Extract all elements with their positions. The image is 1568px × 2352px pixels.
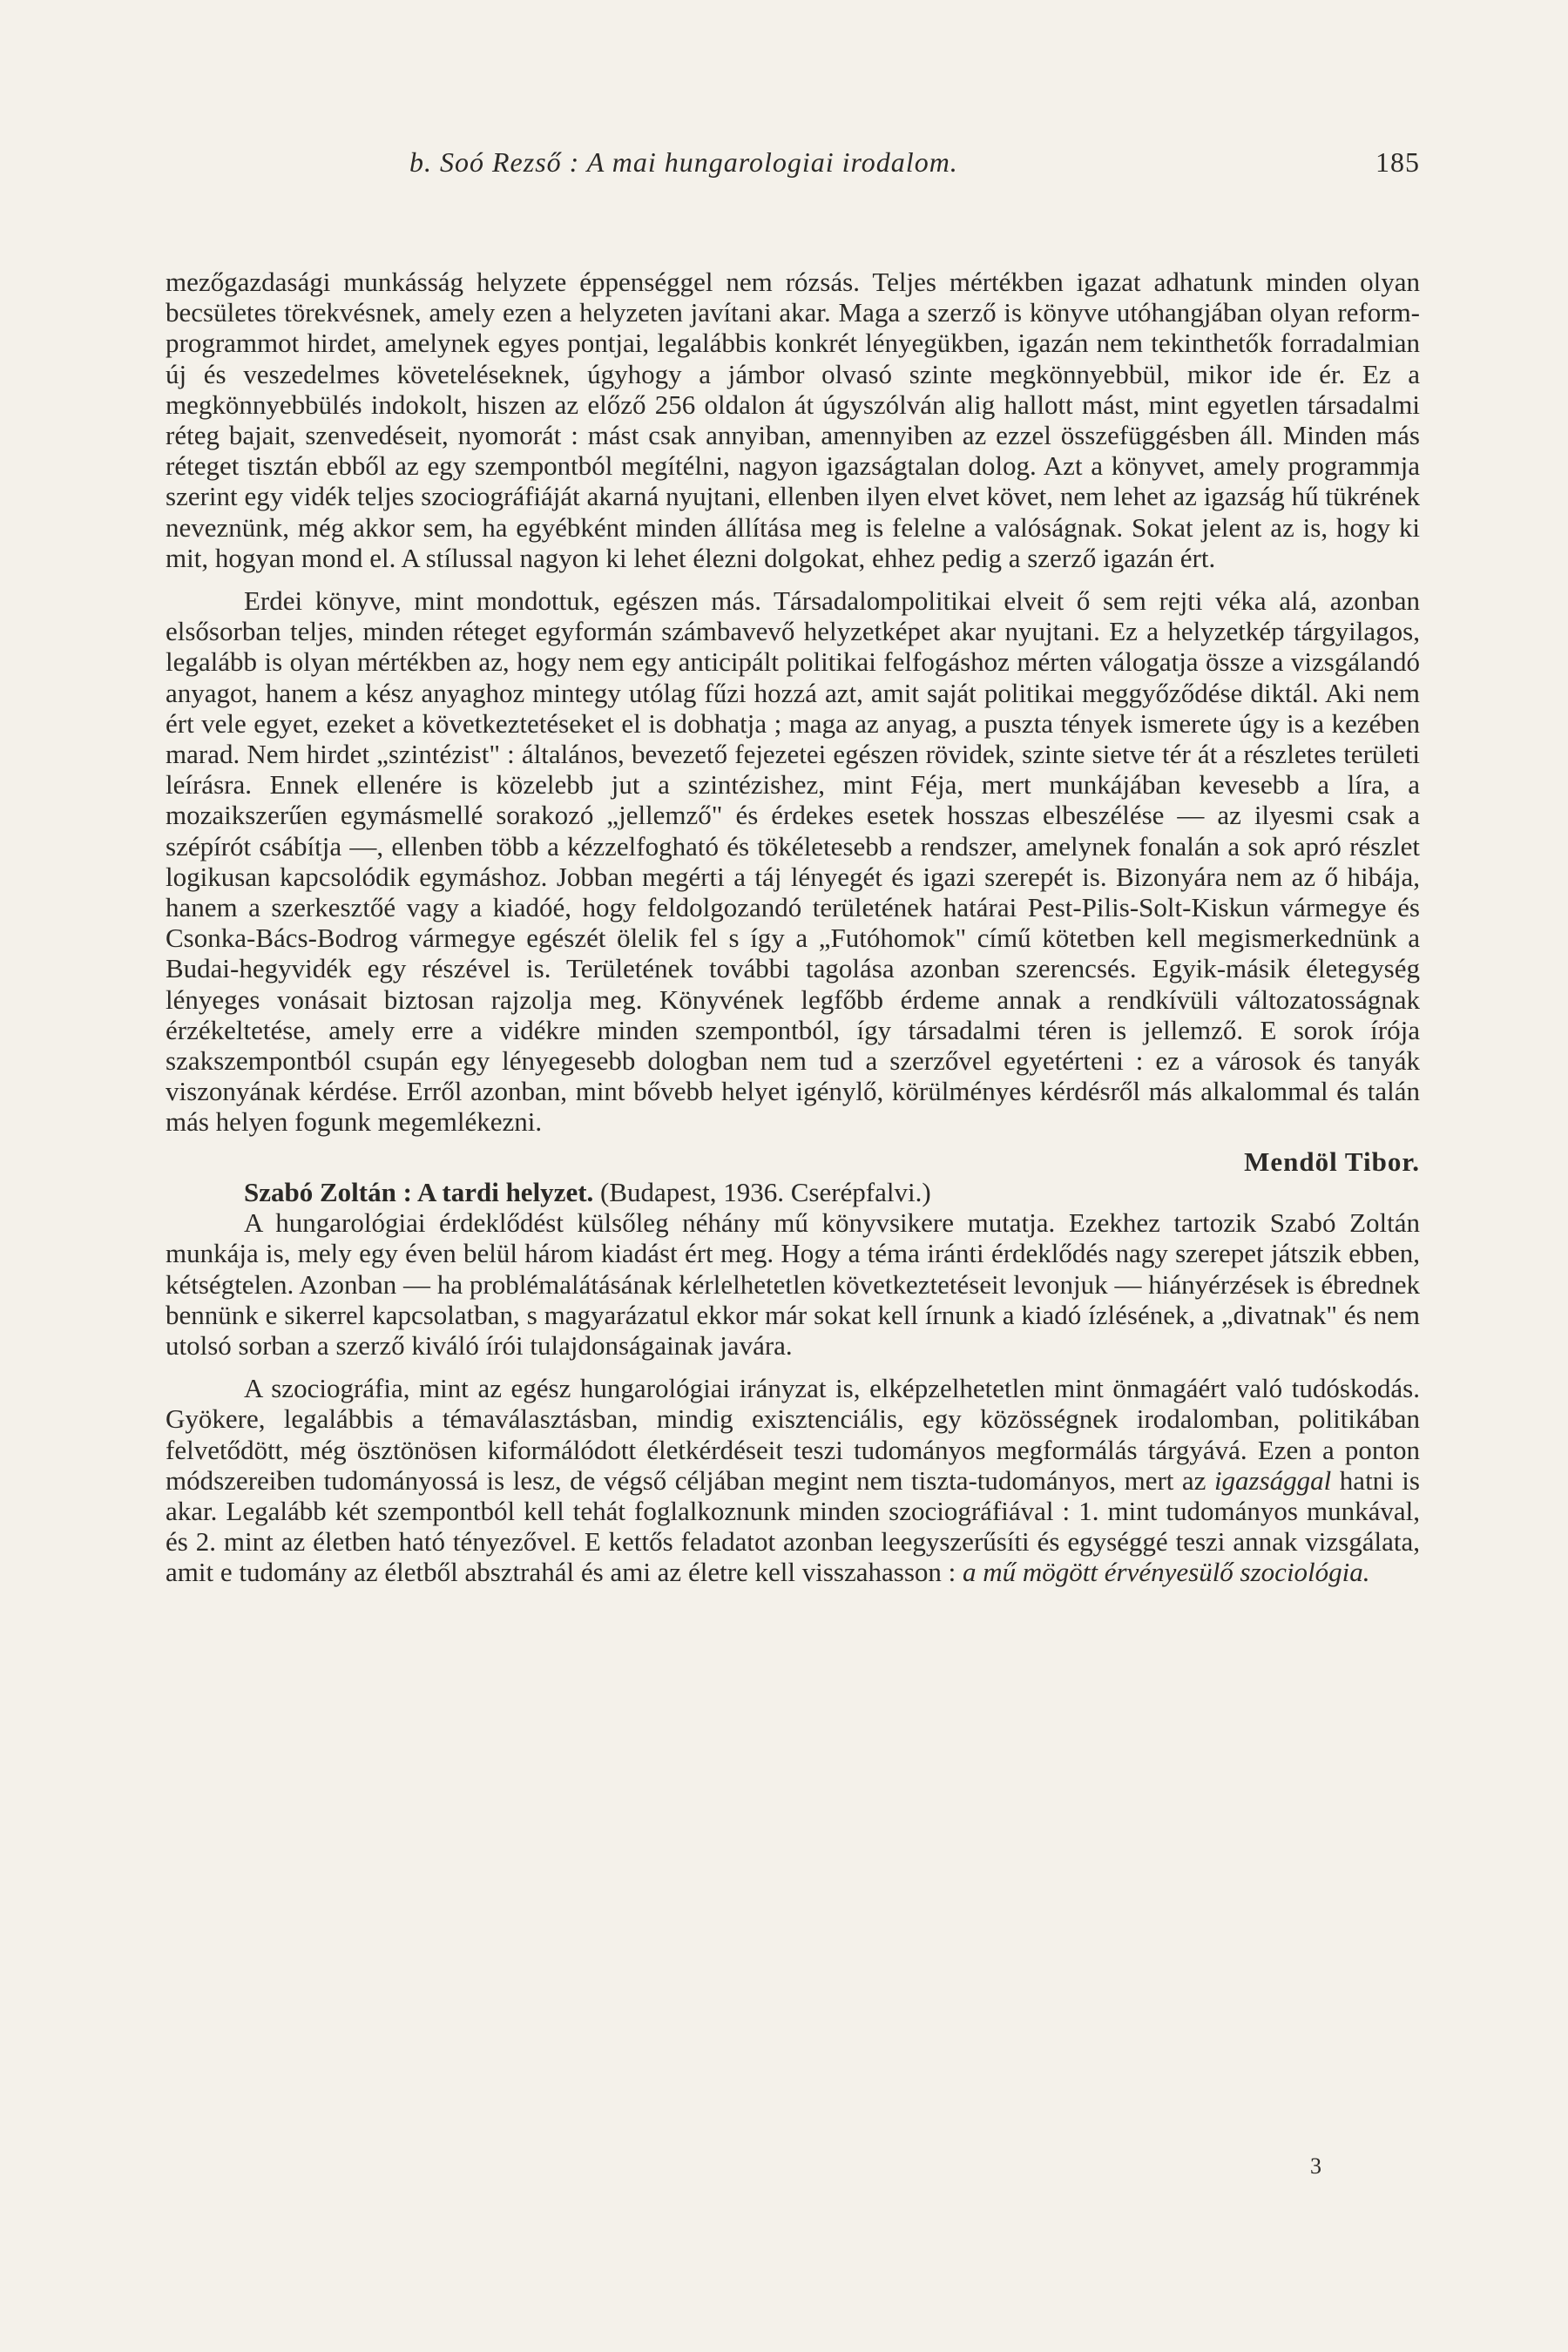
paragraph-1: mezőgazdasági munkásság helyzete éppenséggel nem rózsás. Teljes mértékben igazat adhatunk minden olyan becsületes törekvésnek, amely ezen a helyzeten javítani akar. Maga a szerző is könyve utóhangjában olyan reform-programmot hirdet, amelynek egyes pontjai, legalábbis konkrét lényegükben, igazán nem tekinthetők forradalmian új és veszedelmes követeléseknek, úgyhogy a jámbor olvasó szinte megkönnyebbül, mikor ide ér. Ez a megkönnyebbülés indokolt, hiszen az előző 256 oldalon át úgyszólván alig hallott mást, mint egyetlen társadalmi réteg bajait, szenvedéseit, nyomorát : mást csak annyiban, amennyiben az ezzel összefüggésben áll. Minden más réteget tisztán ebből az egy szempontból megítélni, nagyon igazságtalan dolog. Azt a könyvet, amely programmja szerint egy vidék teljes szociográfiáját akarná nyujtani, ellenben ilyen elvet követ, nem lehet az igazság hű tükrének neveznünk, még akkor sem, ha egyébként minden állítása meg is felelne a valóságnak. Sokat jelent az is, hogy ki mit, hogyan mond el. A stílussal nagyon ki lehet élezni dolgokat, ehhez pedig a szerző igazán ért. [166,267,1420,573]
review-publication: (Budapest, 1936. Cserépfalvi.) [593,1176,931,1207]
author-signature: Mendöl Tibor. [1244,1146,1420,1177]
article-body [166,267,1420,1588]
review-heading [166,1177,1420,1207]
signature-mark: 3 [1310,2153,1321,2179]
paragraph-3: A hungarológiai érdeklődést külsőleg néhány mű könyvsikere mutatja. Ezekhez tartozik Szabó Zoltán munkája is, mely egy éven belül három kiadást ért meg. Hogy a téma iránti érdeklődés nagy szerepet játszik ebben, kétségtelen. Azonban — ha problémalátásának kérlelhetetlen következtetéseit levonjuk — hiányérzések is ébrednek bennünk e sikerrel kapcsolatban, s magyarázatul ekkor már sokat kell írnunk a kiadó ízlésének, a „divatnak" és nem utolsó sorban a szerző kiváló írói tulajdonságainak javára. [166,1207,1420,1361]
emphasis-igazsaggal: igazsággal [1213,1464,1332,1496]
paragraph-4-part-b: hatni is akar. Legalább két szempontból kell tehát foglalkoznunk minden szociográfiával : 1. mint tudományos munkával, és 2. mint az életben ható tényezővel. E kettős feladatot azonban leegyszerűsíti és egységgé teszi annak vizsgálata, amit e tudomány az életből absztrahál és ami az életre kell visszahasson : [166,1464,1420,1588]
running-title: b. Soó Rezső : A mai hungarologiai irodalom. [409,146,958,178]
review-title: Szabó Zoltán : A tardi helyzet. [244,1176,594,1207]
paragraph-4-part-a: A szociográfia, mint az egész hungarológiai irányzat is, elképzelhetetlen mint önmagáért való tudóskodás. Gyökere, legalábbis a témaválasztásban, mindig exisztenciális, egy közösségnek irodalomban, politikában felvetődött, még ösztönösen kiformálódott életkérdéseit teszi tudományos megformálás tárgyává. Ezen a ponton módszereiben tudományossá is lesz, de végső céljában megint nem tiszta-tudományos, mert az [166,1373,1420,1496]
running-head [166,146,1420,190]
page-number: 185 [1375,146,1420,178]
paragraph-2: Erdei könyve, mint mondottuk, egészen más. Társadalompolitikai elveit ő sem rejti véka alá, azonban elsősorban teljes, minden réteget egyformán számbavevő helyzetképet akar nyujtani. Ez a helyzetkép tárgyilagos, legalább is olyan mértékben az, hogy nem egy anticipált politikai felfogáshoz mérten válogatja össze a vizsgálandó anyagot, hanem a kész anyaghoz mintegy utólag fűzi hozzá azt, amit saját politikai meggyőződése diktál. Aki nem ért vele egyet, ezeket a következtetéseket el is dobhatja ; maga az anyag, a puszta tények ismerete úgy is a kezében marad. Nem hirdet „szintézist" : általános, bevezető fejezetei egészen rövidek, szinte sietve tér át a részletes területi leírásra. Ennek ellenére is közelebb jut a szintézishez, mint Féja, mert munkájában kevesebb a líra, a mozaikszerűen egymásmellé sorakozó „jellemző" és érdekes esetek hosszas elbeszélése — az ilyesmi csak a szépírót csábítja —, ellenben több a kézzelfogható és tökéletesebb a rendszer, amelynek fonalán a sok apró részlet logikusan kapcsolódik egymáshoz. Jobban megérti a táj lényegét és igazi szerepét is. Bizonyára nem az ő hibája, hanem a szerkesztőé vagy a kiadóé, hogy feldolgozandó területének határai Pest-Pilis-Solt-Kiskun vármegye és Csonka-Bács-Bodrog vármegye egészét ölelik fel s így a „Futóhomok" című kötetben kell megismerkednünk a Budai-hegyvidék egy részével is. Területének további tagolása azonban szerencsés. Egyik-másik életegység lényeges vonásait biztosan rajzolja meg. Könyvének legfőbb érdeme annak a rendkívüli változatosságnak érzékeltetése, amely erre a vidékre minden szempontból, így társadalmi téren is jellemző. E sorok írója szakszempontból csupán egy lényegesebb dologban nem tud a szerzővel egyetérteni : ez a városok és tanyák viszonyának kérdése. Erről azonban, mint bővebb helyet igénylő, körülményes kérdésről más alkalommal és talán más helyen fogunk megemlékezni. [166,585,1420,1138]
emphasis-sociology: a mű mögött érvényesülő szociológia. [963,1557,1370,1588]
paragraph-4 [166,1373,1420,1587]
